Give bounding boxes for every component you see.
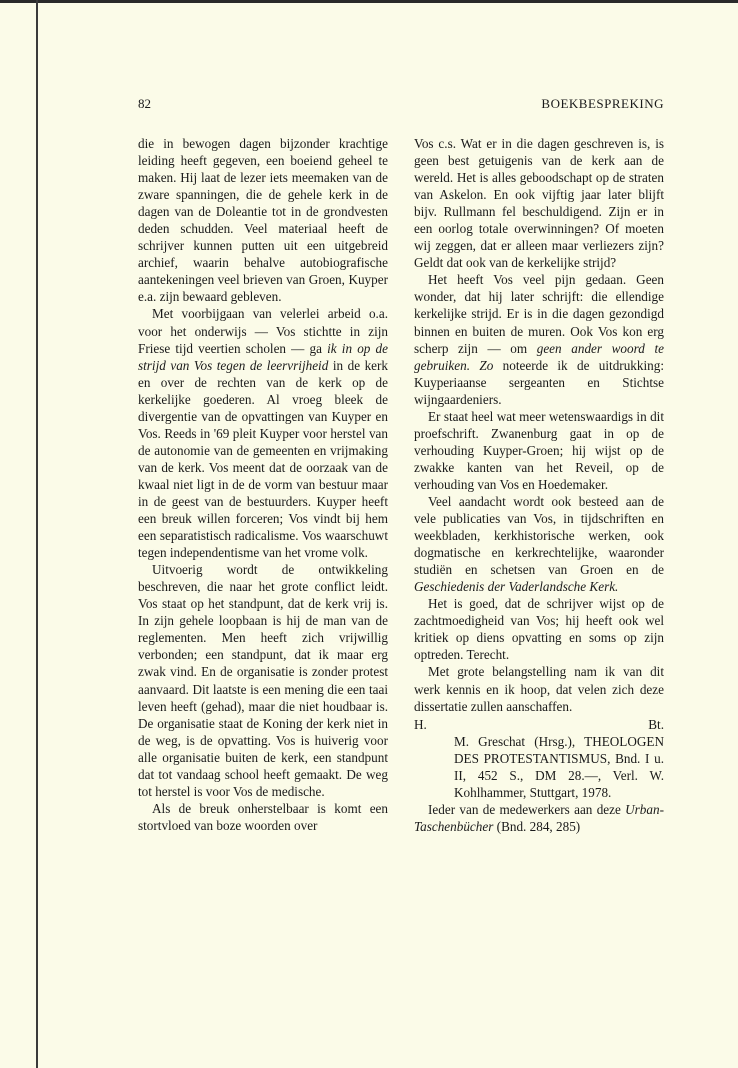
paragraph: die in bewogen dagen bijzonder krachtige leiding heeft gegeven, een boeiend geheel te maken. Hij laat de lezer iets meemaken van de zware spanningen, die de gehele kerk in de dagen van de Doleantie tot in de grondvesten deden schudden. Veel materiaal heeft de schrijver kunnen putten uit een uitgebreid archief, waarin behalve autobiografische aantekeningen veel brieven van Groen, Kuyper e.a. zijn bewaard gebleven. — [138, 136, 388, 305]
paragraph: Uitvoerig wordt de ontwikkeling beschreven, die naar het grote conflict leidt. Vos staat op het standpunt, dat de kerk vrij is. In zijn gehele loopbaan is hij de man van de reglementen. Men heeft zich vrijwillig verbonden; een standpunt, dat ik maar erg zwak vind. En de organisatie is zonder protest aanvaard. Dit laatste is een mening die een taai leven heeft (gehad), maar die niet houdbaar is. De organisatie staat de Koning der kerk niet in de weg, is de opvatting. Vos is huiverig voor alle organisatie buiten de kerk, een standpunt dat tot vandaag school heeft gemaakt. De weg tot herstel is voor Vos de medische. — [138, 562, 388, 799]
paragraph: Ieder van de medewerkers aan deze Urban-Taschenbücher (Bnd. 284, 285) — [414, 801, 664, 834]
paragraph: Met voorbijgaan van velerlei arbeid o.a. voor het onderwijs — Vos stichtte in zijn Friese tijd veertien scholen — ga ik in op de strijd van Vos tegen de leervrijheid in de kerk en over de rechten van de kerk op de kerkelijke goederen. Al vroeg bleek de divergentie van de opvattingen van Kuyper en Vos. Reeds in '69 pleit Kuyper voor herstel van de autonomie van de gemeenten en vrijmaking van de kerk. Vos meent dat de oorzaak van de kwaal niet ligt in de de vorm van bestuur maar in de geest van de bestuurders. Kuyper heeft een breuk willen forceren; Vos vindt bij hem een separatistisch radicalisme. Vos waarschuwt tegen independentisme van het vrome volk. — [138, 306, 388, 561]
paragraph: Het is goed, dat de schrijver wijst op de zachtmoedigheid van Vos; hij heeft ook wel kritiek op diens opvatting en soms op zijn optreden. Terecht. — [414, 596, 664, 663]
paragraph: Er staat heel wat meer wetenswaardigs in dit proefschrift. Zwanenburg gaat in op de verhouding Kuyper-Groen; hij wijst op de zwakke kanten van het Reveil, op de verhouding van Vos en Hoedemaker. — [414, 408, 664, 492]
signature-initial-left: H. — [414, 716, 427, 732]
page-number: 82 — [138, 96, 151, 111]
paragraph: Veel aandacht wordt ook besteed aan de vele publicaties van Vos, in tijdschriften en weekbladen, kerkhistorische werken, ook dogmatische en kerkrechtelijke, waaronder studiën en schetsen van Groen en de Geschiedenis der Vaderlandsche Kerk. — [414, 493, 664, 595]
reviewer-signature — [414, 716, 664, 733]
signature-initial-right: Bt. — [648, 716, 664, 732]
paragraph: Het heeft Vos veel pijn gedaan. Geen wonder, dat hij later schrijft: die ellendige kerkelijke strijd. Er is in die dagen gezondigd binnen en buiten de muren. Ook Vos kon erg scherp zijn — om geen ander woord te gebruiken. Zo noteerde ik de uitdrukking: Kuyperiaanse sergeanten en Stichtse wijngaardeniers. — [414, 272, 664, 407]
paragraph: Vos c.s. Wat er in die dagen geschreven is, is geen best getuigenis van de kerk aan de wereld. Het is alles geboodschapt op de straten van Askelon. En ook vijftig jaar later blijft bijv. Rullmann fel beschuldigend. Zijn er in een oorlog totale overwinningen? Of moeten wij zeggen, dat er alleen maar verliezers zijn? Geldt dat ook van de kerkelijke strijd? — [414, 136, 664, 271]
scan-edge-left — [36, 0, 38, 1068]
paragraph: Als de breuk onherstelbaar is komt een stortvloed van boze woorden over — [138, 800, 388, 833]
running-head: BOEKBESPREKING — [541, 96, 664, 111]
scan-edge-top — [0, 0, 738, 3]
paragraph: Met grote belangstelling nam ik van dit werk kennis en ik hoop, dat velen zich deze dissertatie zullen aanschaffen. — [414, 664, 664, 714]
page-header — [138, 96, 664, 116]
left-column — [138, 135, 388, 834]
book-reference: M. Greschat (Hrsg.), THEOLOGEN DES PROTESTANTISMUS, Bnd. I u. II, 452 S., DM 28.—, Verl. W. Kohlhammer, Stuttgart, 1978. — [454, 733, 664, 800]
right-column — [414, 135, 664, 835]
